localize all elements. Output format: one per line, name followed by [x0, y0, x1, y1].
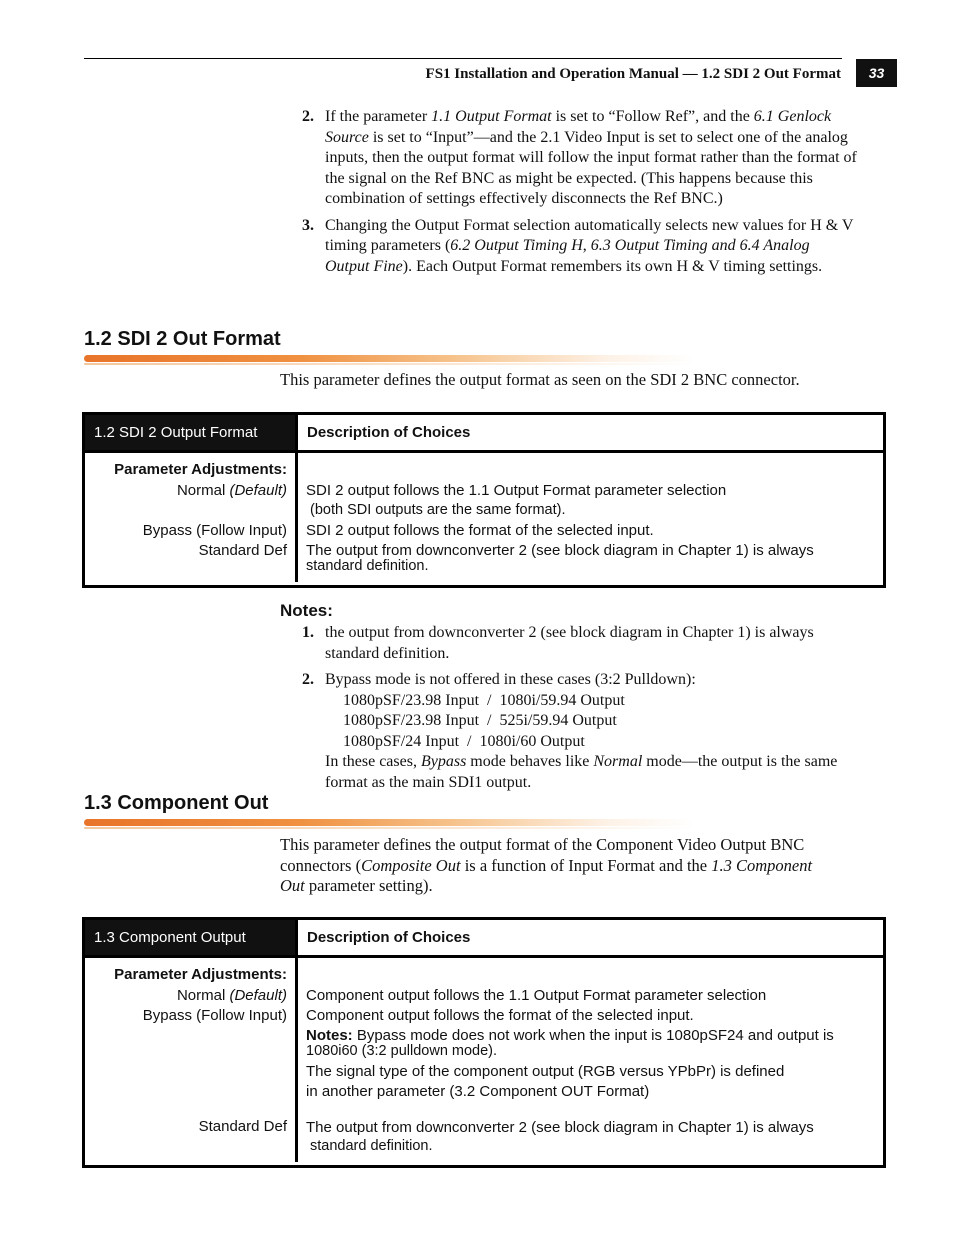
param-adjustments-label: Parameter Adjustments: — [114, 966, 287, 983]
heading-underline-swoosh — [84, 819, 696, 826]
desc-standard-cont: standard definition. — [310, 1138, 433, 1154]
desc-signal: The signal type of the component output (RGB versus YPbPr) is defined — [306, 1063, 785, 1080]
list-item: 1. the output from downconverter 2 (see block diagram in Chapter 1) is always standard definition. — [302, 624, 814, 662]
heading-underline-swoosh — [84, 355, 696, 362]
pulldown-case: 1080pSF/23.98 Input / 1080i/59.94 Output — [343, 691, 625, 709]
choice-normal: Normal (Default) — [176, 482, 287, 499]
pulldown-case: 1080pSF/23.98 Input / 525i/59.94 Output — [343, 712, 617, 729]
list-item: 3. Changing the Output Format selection automatically selects new values for H & V timing parameters (6.2 Output Timing H, 6.3 Output Timing and 6.4 Analog Output Fine). Each Output Format remembers its own H & V timing settings. — [302, 216, 854, 275]
choice-bypass: Bypass (Follow Input) — [142, 522, 287, 539]
choice-normal: Normal (Default) — [176, 987, 287, 1004]
section-intro: This parameter defines the output format of the Component Video Output BNC connectors (Composite Out is a function of Input Format and the 1.3 Component Out parameter setting). — [280, 835, 813, 895]
notes-list — [302, 623, 858, 799]
table-body-row — [85, 453, 883, 582]
sdi2-format-table — [82, 412, 886, 588]
list-item: 2. Bypass mode is not offered in these cases (3:2 Pulldown): 1080pSF/23.98 Input / 1080i/59.94 Output 1080pSF/23.98 Input / 525i/59.94 Output 1080pSF/24 Input / 1080i/60 Output In these cases, Bypass mode behaves like Normal mode—the output is the same format as the main SDI1 output. — [302, 670, 858, 793]
desc-normal-cont: (both SDI outputs are the same format). — [310, 502, 566, 518]
page-number: 33 — [856, 59, 897, 87]
param-adjustments-label: Parameter Adjustments: — [114, 461, 287, 478]
table-header-row — [85, 920, 883, 958]
table-header-cell: 1.3 Component Output — [85, 920, 295, 955]
table-header-cell: Description of Choices — [295, 920, 883, 955]
section-heading: 1.2 SDI 2 Out Format — [84, 328, 281, 350]
component-output-table — [82, 917, 886, 1168]
pulldown-case: 1080pSF/24 Input / 1080i/60 Output — [343, 732, 585, 750]
notes-tail: In these cases, Bypass mode behaves like Normal mode—the output is the same format as the main SDI1 output. — [325, 753, 838, 791]
desc-bypass: SDI 2 output follows the format of the selected input. — [306, 522, 654, 539]
desc-standard-cont: standard definition. — [306, 558, 429, 574]
table-header-cell: Description of Choices — [295, 415, 883, 450]
header-rule — [84, 58, 842, 59]
desc-standard: The output from downconverter 2 (see block diagram in Chapter 1) is always — [306, 1119, 814, 1136]
desc-notes: Notes: Bypass mode does not work when the input is 1080pSF24 and output is — [306, 1027, 834, 1044]
section-intro: This parameter defines the output format as seen on the SDI 2 BNC connector. — [280, 370, 800, 389]
list-item: 2. If the parameter 1.1 Output Format is set to “Follow Ref”, and the 6.1 Genlock Source is set to “Input”—and the 2.1 Video Input is set to select one of the analog inputs, then the output format will follow the input format rather than the format of the signal on the Ref BNC as might be expected. (This happens because this combination of settings effectively disconnects the Ref BNC.) — [302, 108, 857, 207]
parameter-cell — [85, 453, 295, 582]
notes-heading: Notes: — [280, 601, 333, 620]
top-numbered-list — [302, 107, 858, 283]
running-header: FS1 Installation and Operation Manual — 1.2 SDI 2 Out Format — [425, 66, 841, 82]
desc-normal: Component output follows the 1.1 Output Format parameter selection — [306, 987, 767, 1004]
desc-notes-cont: 1080i60 (3:2 pulldown mode). — [306, 1043, 498, 1059]
desc-normal: SDI 2 output follows the 1.1 Output Format parameter selection — [306, 482, 727, 499]
description-cell — [295, 453, 883, 582]
choice-standard-def: Standard Def — [198, 542, 287, 559]
description-cell — [295, 958, 883, 1162]
desc-standard: The output from downconverter 2 (see block diagram in Chapter 1) is always — [306, 542, 814, 559]
choice-standard-def: Standard Def — [198, 1118, 287, 1135]
table-body-row — [85, 958, 883, 1162]
desc-signal-cont: in another parameter (3.2 Component OUT Format) — [306, 1083, 650, 1100]
desc-bypass: Component output follows the format of the selected input. — [306, 1007, 694, 1024]
section-heading: 1.3 Component Out — [84, 792, 269, 814]
table-header-cell: 1.2 SDI 2 Output Format — [85, 415, 295, 450]
table-header-row — [85, 415, 883, 453]
parameter-cell — [85, 958, 295, 1162]
choice-bypass: Bypass (Follow Input) — [142, 1007, 287, 1024]
